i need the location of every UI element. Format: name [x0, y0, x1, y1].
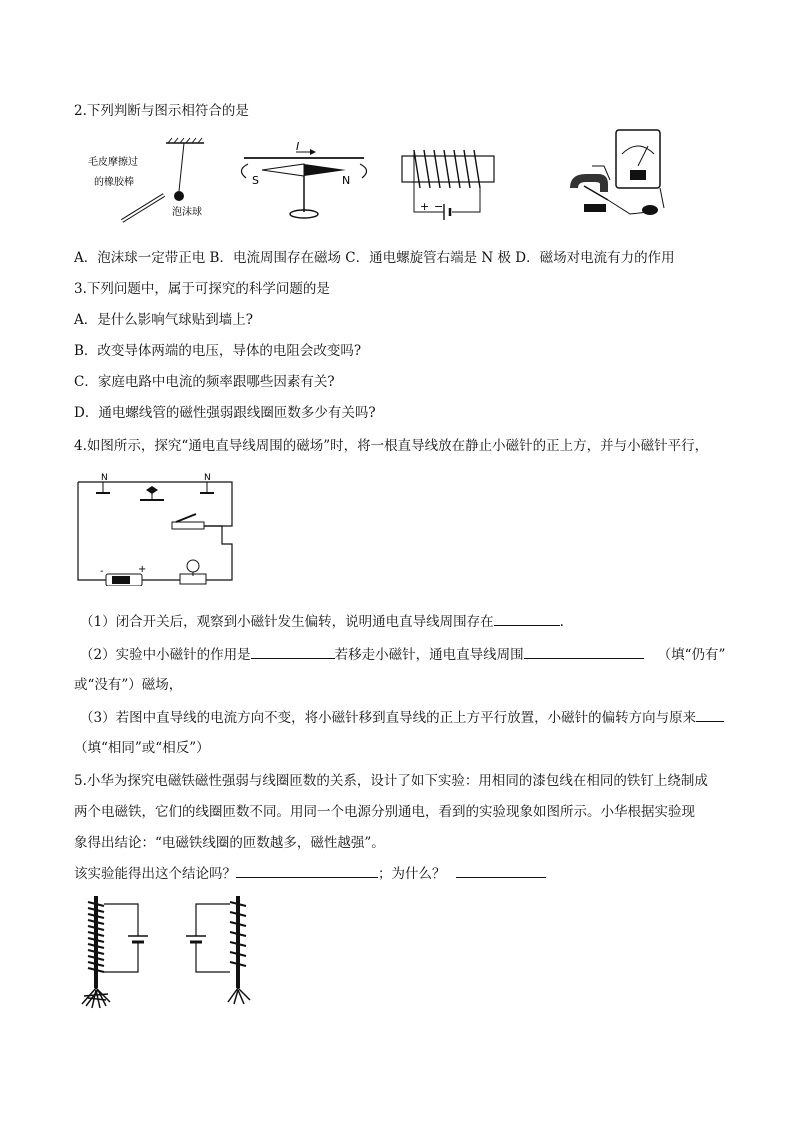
q4-part3-text: （3）若图中直导线的电流方向不变，将小磁针移到直导线的正上方平行放置，小磁针的偏转方向与原来 [80, 710, 697, 726]
rod-label-2: 的橡胶棒 [94, 177, 134, 188]
q5-answer-blank-1[interactable] [236, 864, 378, 878]
n-label-left: N [101, 473, 108, 483]
s-pole-label: S [252, 174, 259, 187]
ball-label: 泡沫球 [172, 207, 202, 218]
q3-option-b: B．改变导体两端的电压，导体的电阻会改变吗? [74, 343, 362, 359]
q4-part1-text: （1）闭合开关后，观察到小磁针发生偏转，说明通电直导线周围存在 [80, 614, 494, 630]
q4-answer-blank-3[interactable] [524, 645, 644, 659]
q4-stem: 4.如图所示，探究“通电直导线周围的磁场”时，将一根直导线放在静止小磁针的正上方，并与小磁针平行， [74, 438, 709, 454]
current-label: I [296, 140, 300, 153]
q5-line-3: 象得出结论：“电磁铁线圈的匝数越多，磁性越强”。 [74, 835, 385, 851]
plus-label: + [420, 200, 430, 213]
q4-part1 [80, 612, 564, 631]
battery-plus-label: + [138, 564, 147, 575]
q2-stem: 2.下列判断与图示相符合的是 [74, 103, 249, 119]
q4-part1-end: . [559, 614, 564, 630]
q4-part2-text-d: 或“没有”）磁场， [74, 677, 183, 693]
motor-principle-figure [564, 126, 672, 224]
q5-answer-blank-2[interactable] [456, 864, 546, 878]
q2-options: A．泡沫球一定带正电 B．电流周围存在磁场 C．通电螺旋管右端是 N 极 D．磁场对电流有力的作用 [74, 250, 675, 266]
q3-stem: 3.下列问题中，属于可探究的科学问题的是 [74, 281, 330, 297]
q4-answer-blank-1[interactable] [494, 612, 560, 626]
electromagnet-few-turns-figure [176, 892, 256, 1012]
n-label-right: N [204, 473, 211, 483]
q4-part2-text-c: （填“仍有” [657, 647, 726, 663]
q5-question [74, 864, 546, 883]
battery-minus-label: - [100, 566, 104, 577]
wire-over-compass-figure [232, 138, 377, 226]
q5-question-a: 该实验能得出这个结论吗？ [74, 866, 236, 882]
charged-rod-foam-ball-figure [84, 135, 224, 225]
straight-wire-circuit-figure [76, 470, 236, 586]
q5-question-b: ；为什么？ [378, 866, 446, 882]
q4-part2-text-a: （2）实验中小磁针的作用是 [80, 647, 251, 663]
rod-label: 毛皮摩擦过 [88, 157, 138, 168]
q4-part2-text-b: 若移走小磁针，通电直导线周围 [334, 647, 524, 663]
electromagnet-many-turns-figure [76, 892, 156, 1012]
q5-line-1: 5.小华为探究电磁铁磁性强弱与线圈匝数的关系，设计了如下实验：用相同的漆包线在相同的铁钉上绕制成 [74, 773, 708, 789]
solenoid-figure [396, 138, 506, 228]
q4-answer-blank-4[interactable] [696, 708, 724, 722]
q4-answer-blank-2[interactable] [251, 645, 335, 659]
q3-option-c: C．家庭电路中电流的频率跟哪些因素有关? [74, 374, 335, 390]
q4-part3-hint: （填“相同”或“相反”） [74, 740, 210, 756]
minus-label: − [434, 200, 444, 213]
q4-part3 [80, 708, 724, 727]
q3-option-a: A．是什么影响气球贴到墙上? [74, 312, 253, 328]
q3-option-d: D．通电螺线管的磁性强弱跟线圈匝数多少有关吗? [74, 405, 376, 421]
n-pole-label: N [342, 174, 351, 187]
q5-line-2: 两个电磁铁，它们的线圈匝数不同。用同一个电源分别通电，看到的实验现象如图所示。小华根据实验现 [74, 804, 695, 820]
q4-part2 [80, 645, 725, 664]
